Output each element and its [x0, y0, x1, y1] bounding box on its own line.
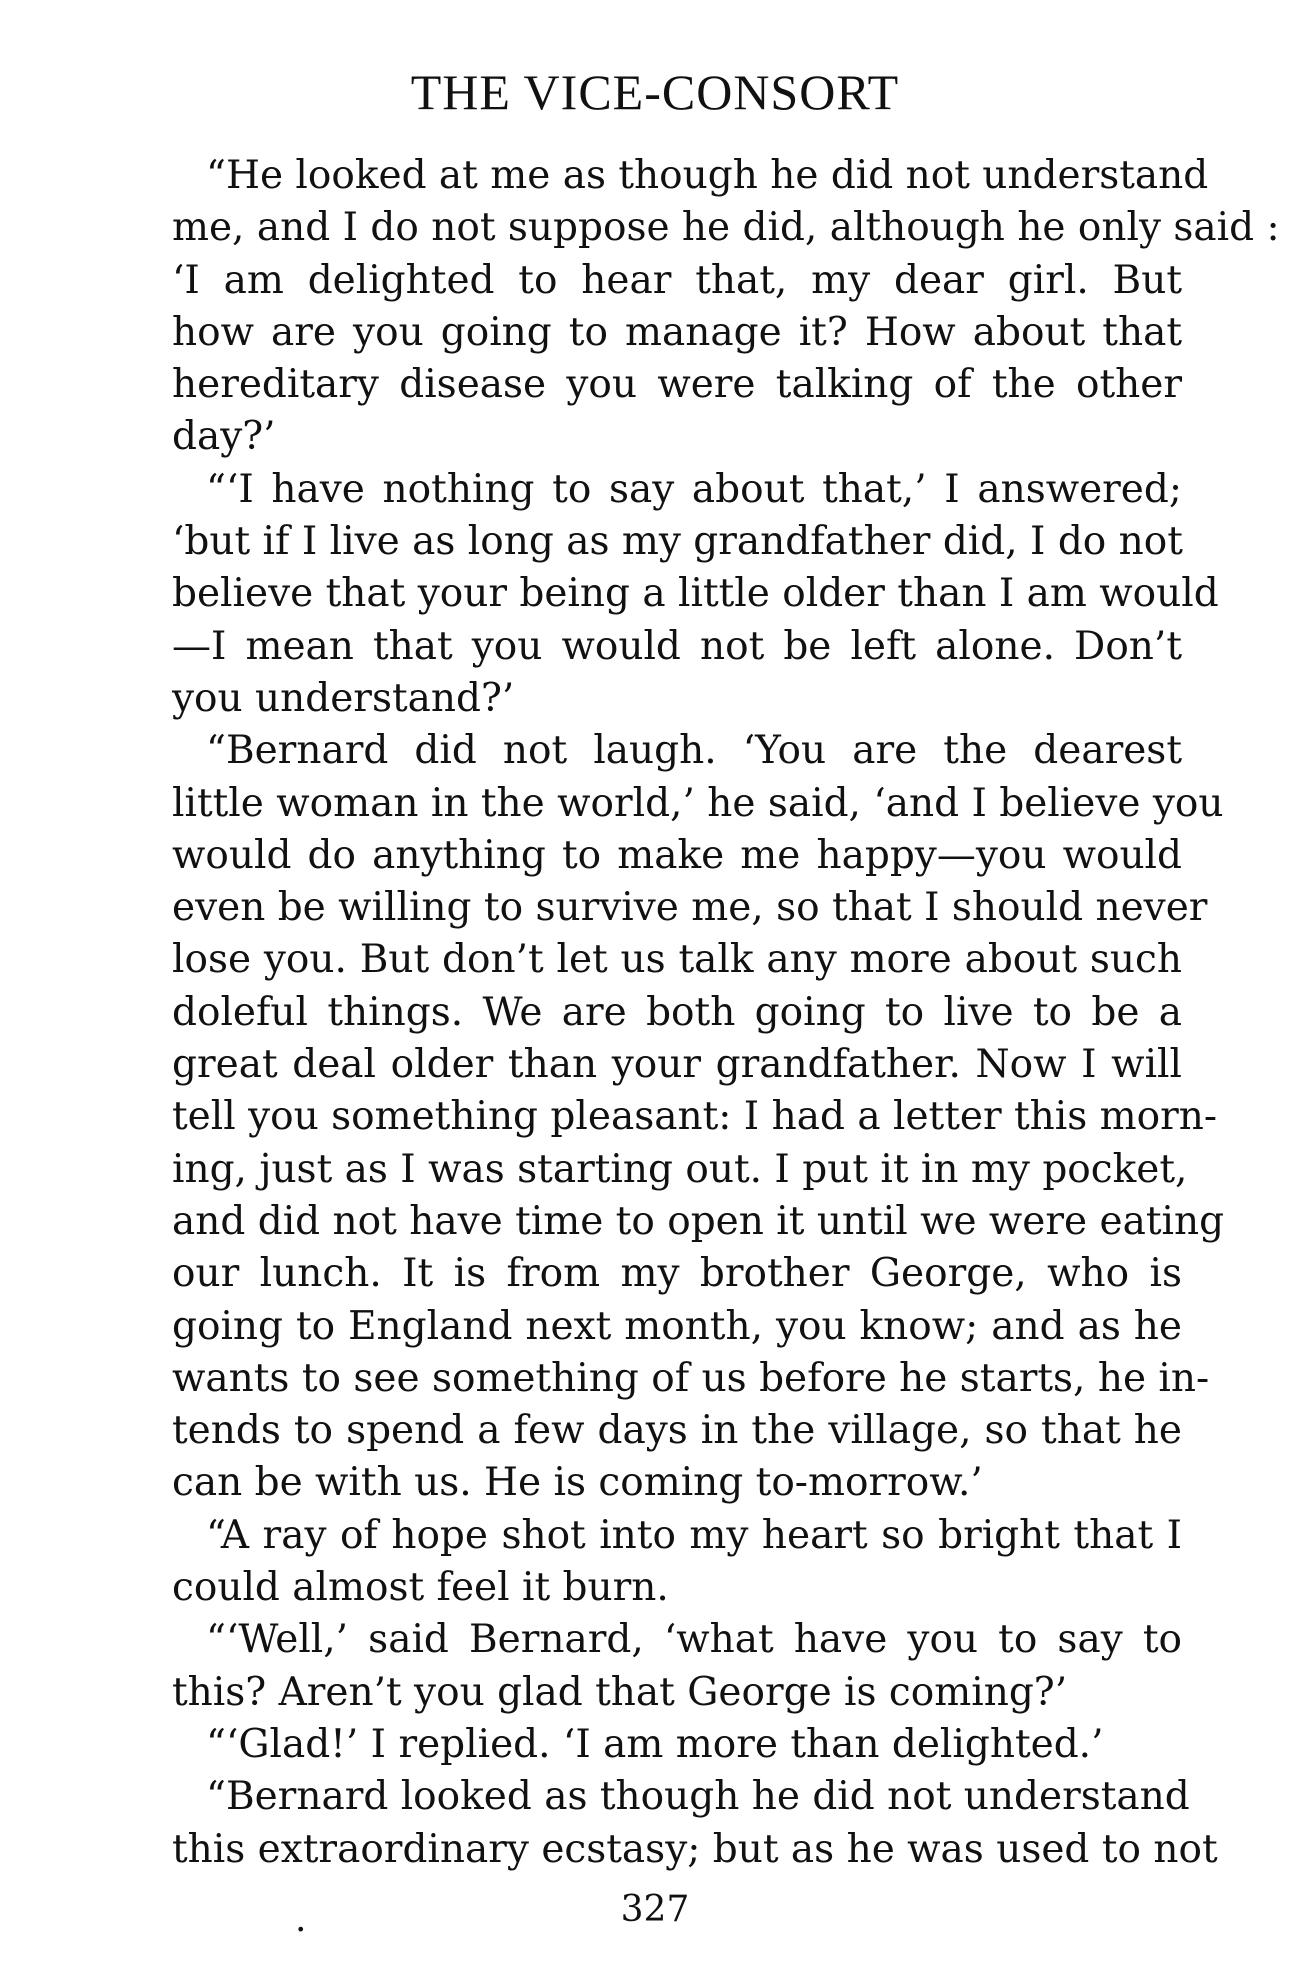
- running-head: THE VICE-CONSORT: [410, 64, 900, 120]
- text-line: day?’: [172, 414, 276, 460]
- text-line: believe that your being a little older than I am would: [172, 571, 1219, 617]
- text-line: you understand?’: [172, 675, 515, 721]
- text-line: “Bernard did not laugh. ‘You are the dearest: [206, 728, 1182, 774]
- text-line: wants to see something of us before he starts, he in-: [172, 1355, 1210, 1401]
- text-line: hereditary disease you were talking of the other: [172, 362, 1182, 408]
- text-line: going to England next month, you know; and as he: [172, 1303, 1182, 1349]
- footer-mark: .: [295, 1899, 307, 1940]
- text-line: “‘Well,’ said Bernard, ‘what have you to say to: [206, 1617, 1182, 1663]
- text-line: “He looked at me as though he did not understand: [206, 153, 1209, 198]
- text-line: would do anything to make me happy—you would: [172, 832, 1182, 878]
- text-line: our lunch. It is from my brother George, who is: [172, 1251, 1182, 1297]
- text-line: ing, just as I was starting out. I put it in my pocket,: [172, 1146, 1188, 1192]
- text-line: can be with us. He is coming to-morrow.’: [172, 1460, 983, 1506]
- text-line: little woman in the world,’ he said, ‘and I believe you: [172, 780, 1224, 826]
- body-text: [172, 150, 1280, 1876]
- page-number: 327: [620, 1889, 690, 1930]
- text-line: —I mean that you would not be left alone. Don’t: [172, 623, 1182, 669]
- text-line: “‘Glad!’ I replied. ‘I am more than delighted.’: [206, 1721, 1104, 1767]
- text-line: lose you. But don’t let us talk any more about such: [172, 937, 1182, 983]
- text-line: even be willing to survive me, so that I should never: [172, 885, 1208, 931]
- text-line: “‘I have nothing to say about that,’ I answered;: [206, 466, 1182, 512]
- text-line: “Bernard looked as though he did not understand: [206, 1774, 1190, 1820]
- text-line: tell you something pleasant: I had a letter this morn-: [172, 1094, 1218, 1140]
- text-line: and did not have time to open it until we were eating: [172, 1198, 1225, 1244]
- text-line: doleful things. We are both going to live to be a: [172, 989, 1182, 1035]
- text-line: this? Aren’t you glad that George is coming?’: [172, 1669, 1068, 1715]
- text-line: “A ray of hope shot into my heart so bright that I: [206, 1512, 1182, 1558]
- text-line: this extraordinary ecstasy; but as he was used to not: [172, 1826, 1218, 1872]
- text-line: how are you going to manage it? How about that: [172, 309, 1182, 355]
- text-line: great deal older than your grandfather. Now I will: [172, 1042, 1182, 1088]
- text-line: ‘but if I live as long as my grandfather did, I do not: [172, 519, 1183, 565]
- text-line: ‘I am delighted to hear that, my dear girl. But: [172, 257, 1182, 303]
- text-line: could almost feel it burn.: [172, 1565, 669, 1611]
- text-line: me, and I do not suppose he did, although he only said :: [172, 205, 1280, 251]
- text-line: tends to spend a few days in the village, so that he: [172, 1408, 1182, 1454]
